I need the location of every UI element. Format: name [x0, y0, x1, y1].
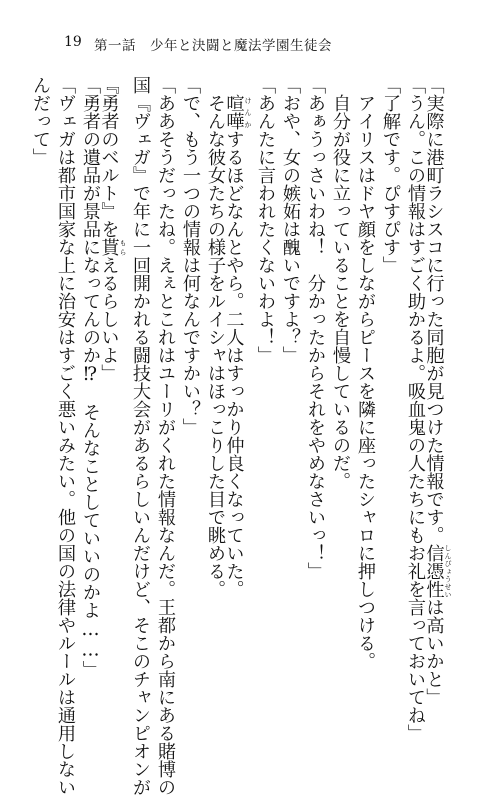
furigana-word: 信憑性 しんぴょうせい: [423, 544, 452, 598]
text-column: 「あんたに言われたくないわよ！」: [255, 76, 276, 364]
text-column: 「了解です。ぴすぴす」: [380, 76, 401, 274]
page-header: [0, 34, 500, 54]
text-column: そんな彼女たちの様子をルイシャはほっこりした目で眺める。: [205, 76, 226, 598]
body-text: [30, 76, 452, 796]
text-column: 喧嘩 けんかするほどなんとやら。二人はすっかり仲良くなっていた。: [223, 94, 252, 598]
furigana-word: 喧嘩 けんか: [223, 94, 252, 130]
page-number: 19: [64, 34, 82, 50]
furigana-reading: けんか: [244, 94, 252, 130]
text-column: アイリスはドヤ顔をしながらピースを隣に座ったシャロに押しつける。: [355, 76, 376, 670]
text-column: 自分が役に立っていることを自慢しているのだ。: [330, 76, 351, 490]
text-column: 『勇者のベルト』を貰 もらえるらしいよ」: [98, 76, 127, 382]
text-column: 「実際に港町ラシスコに行った同胞が見つけた情報です。信憑性 しんぴょうせいは高いかと」: [423, 76, 452, 706]
text-column: 「ヴェガは都市国家な上に治安はすごく悪いみたい。他の国の法律やルールは通用しない: [55, 76, 76, 796]
chapter-title: 第一話 少年と決闘と魔法学園生徒会: [94, 38, 332, 54]
text-column: 「あぁうっさいわね！ 分かったからそれをやめなさいっ！」: [305, 76, 326, 580]
text-column: 国『ヴェガ』で年に一回開かれる闘技大会があるらしいんだけど、そこのチャンピオンが: [130, 76, 151, 796]
text-column: 「うん。この情報はすごく助かるよ。吸血鬼の人たちにもお礼を言っておいてね」: [405, 76, 426, 742]
furigana-reading: もら: [119, 238, 127, 256]
text-column: 「ああそうだったね。えぇとこれはユーリがくれた情報なんだ。王都から南にある賭博の: [155, 76, 176, 796]
text-column: 「勇者の遺品が景品になってんのか⁉ そんなことしていいのかよ……」: [80, 76, 101, 679]
furigana-word: 貰 もら: [98, 238, 127, 256]
text-column: 「おや、女の嫉妬は醜いですよ？」: [280, 76, 301, 364]
furigana-reading: しんぴょうせい: [444, 544, 452, 598]
text-column: 「で、もう一つの情報は何なんですかい？」: [180, 76, 201, 436]
text-column: んだって」: [30, 76, 51, 166]
